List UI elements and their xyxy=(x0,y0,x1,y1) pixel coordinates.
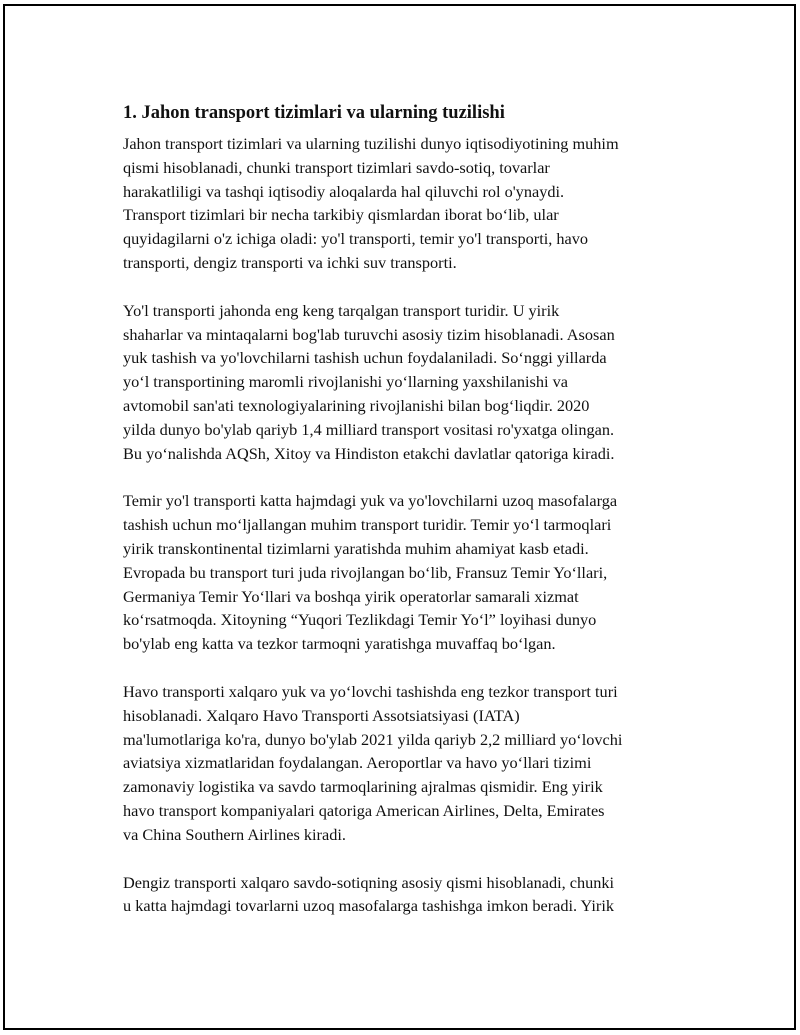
text-line: harakatliligi va tashqi iqtisodiy aloqalarda hal qiluvchi rol o'ynaydi. xyxy=(123,181,565,201)
text-line: u katta hajmdagi tovarlarni uzoq masofalarga tashishga imkon beradi. Yirik xyxy=(123,896,615,916)
text-line: yo‘l transportining maromli rivojlanishi yo‘llarning yaxshilanishi va xyxy=(123,372,568,392)
text-line: quyidagilarni o'z ichiga oladi: yo'l transporti, temir yo'l transporti, havo xyxy=(123,229,589,249)
paragraph-air-transport xyxy=(123,680,703,847)
paragraph-sea-transport xyxy=(123,871,703,919)
text-line: shaharlar va mintaqalarni bog'lab turuvchi asosiy tizim hisoblanadi. Asosan xyxy=(123,324,615,344)
text-line: havo transport kompaniyalari qatoriga American Airlines, Delta, Emirates xyxy=(123,800,605,820)
text-line: Jahon transport tizimlari va ularning tuzilishi dunyo iqtisodiyotining muhim xyxy=(123,134,619,153)
text-line: va China Southern Airlines kiradi. xyxy=(123,824,346,844)
text-line: Germaniya Temir Yo‘llari va boshqa yirik operatorlar samarali xizmat xyxy=(123,586,579,606)
text-line: yilda dunyo bo'ylab qariyb 1,4 milliard transport vositasi ro'yxatga olingan. xyxy=(123,419,615,439)
section-heading: 1. Jahon transport tizimlari va ularning tuzilishi xyxy=(123,103,505,123)
text-line: transporti, dengiz transporti va ichki suv transporti. xyxy=(123,252,457,272)
text-line: avtomobil san'ati texnologiyalarining rivojlanishi bilan bog‘liqdir. 2020 xyxy=(123,395,590,415)
text-line: bo'ylab eng katta va tezkor tarmoqni yaratishga muvaffaq bo‘lgan. xyxy=(123,634,556,654)
paragraph-intro xyxy=(123,132,703,275)
text-line: aviatsiya xizmatlaridan foydalangan. Aeroportlar va havo yo‘llari tizimi xyxy=(123,753,592,773)
text-line: ma'lumotlariga ko'ra, dunyo bo'ylab 2021 yilda qariyb 2,2 milliard yo‘lovchi xyxy=(123,729,623,749)
text-line: Dengiz transporti xalqaro savdo-sotiqning asosiy qismi hisoblanadi, chunki xyxy=(123,872,615,892)
text-line: Evropada bu transport turi juda rivojlangan bo‘lib, Fransuz Temir Yo‘llari, xyxy=(123,562,608,582)
page-frame xyxy=(3,4,796,1030)
text-line: yuk tashish va yo'lovchilarni tashish uchun foydalaniladi. So‘nggi yillarda xyxy=(123,348,607,368)
text-line: Bu yo‘nalishda AQSh, Xitoy va Hindiston etakchi davlatlar qatoriga kiradi. xyxy=(123,443,615,463)
text-line: tashish uchun mo‘ljallangan muhim transport turidir. Temir yo‘l tarmoqlari xyxy=(123,515,612,535)
document-body xyxy=(123,100,703,942)
text-line: Transport tizimlari bir necha tarkibiy qismlardan iborat bo‘lib, ular xyxy=(123,205,559,225)
text-line: yirik transkontinental tizimlarni yaratishda muhim ahamiyat kasb etadi. xyxy=(123,538,589,558)
text-line: Temir yo'l transporti katta hajmdagi yuk va yo'lovchilarni uzoq masofalarga xyxy=(123,491,618,511)
paragraph-rail-transport xyxy=(123,489,703,656)
text-line: qismi hisoblanadi, chunki transport tizimlari savdo-sotiq, tovarlar xyxy=(123,157,550,177)
text-line: Yo'l transporti jahonda eng keng tarqalgan transport turidir. U yirik xyxy=(123,300,560,320)
paragraph-road-transport xyxy=(123,299,703,466)
text-line: ko‘rsatmoqda. Xitoyning “Yuqori Tezlikdagi Temir Yo‘l” loyihasi dunyo xyxy=(123,610,597,630)
text-line: Havo transporti xalqaro yuk va yo‘lovchi tashishda eng tezkor transport turi xyxy=(123,681,618,701)
text-line: hisoblanadi. Xalqaro Havo Transporti Assotsiatsiyasi (IATA) xyxy=(123,705,520,725)
text-line: zamonaviy logistika va savdo tarmoqlarining ajralmas qismidir. Eng yirik xyxy=(123,777,603,797)
